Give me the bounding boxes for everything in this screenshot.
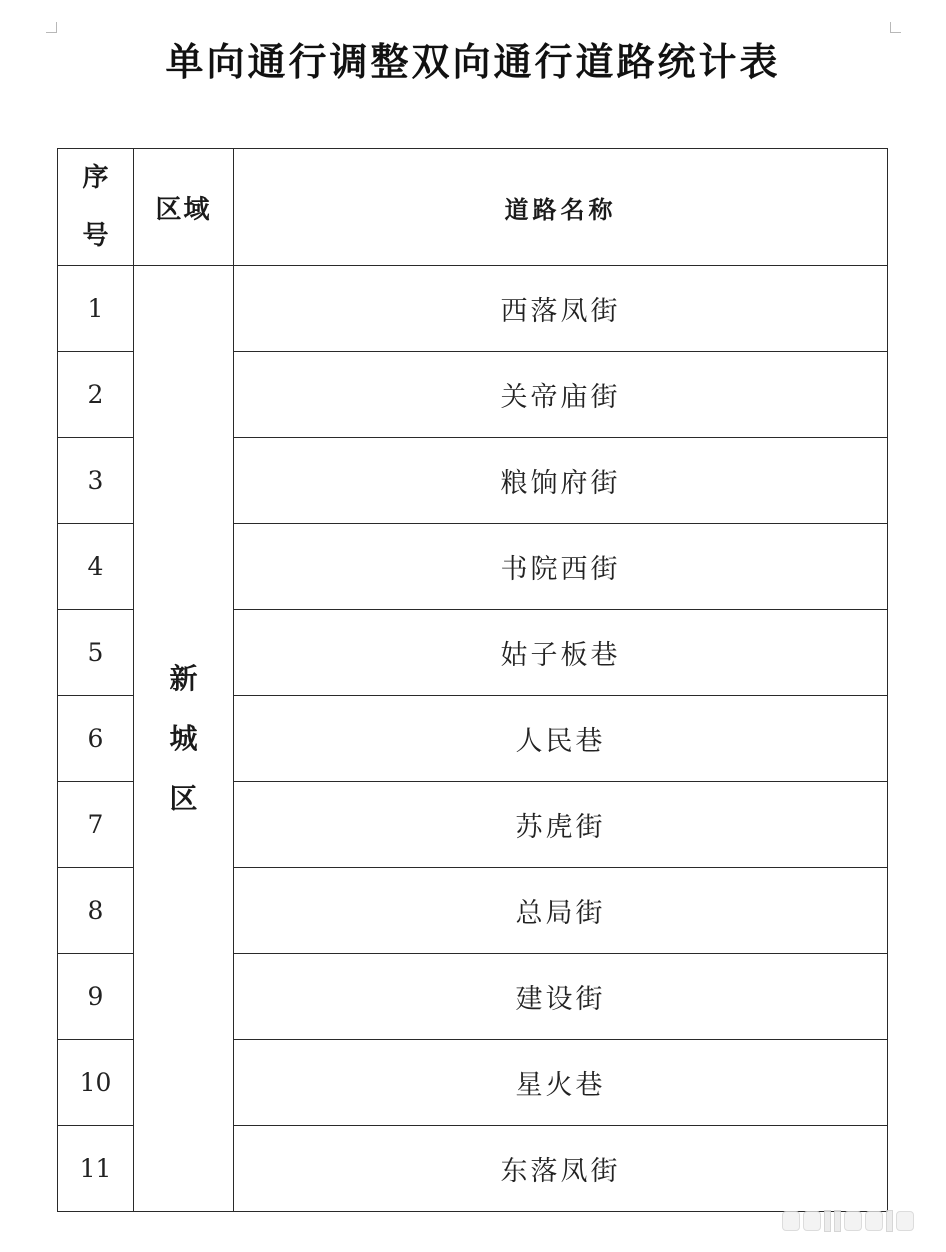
row-seq: 10 — [58, 1040, 134, 1126]
page-corner-mark-left — [46, 22, 57, 33]
row-seq: 5 — [58, 610, 134, 696]
header-seq — [58, 149, 134, 266]
row-road-name: 星火巷 — [234, 1040, 888, 1126]
area-char-2: 城 — [169, 721, 198, 755]
row-seq: 9 — [58, 954, 134, 1040]
header-road-name: 道路名称 — [234, 149, 888, 266]
row-road-name: 姑子板巷 — [234, 610, 888, 696]
table-header-row — [58, 149, 888, 266]
watermark-logo — [782, 1208, 930, 1234]
area-char-1: 新 — [169, 661, 198, 695]
watermark-bar-icon — [834, 1210, 841, 1232]
area-char-3: 区 — [169, 781, 198, 815]
document-title: 单向通行调整双向通行道路统计表 — [165, 39, 781, 84]
watermark-mark-icon — [844, 1211, 862, 1231]
header-seq-char-1: 序 — [82, 163, 109, 193]
table-row — [58, 266, 888, 352]
row-seq: 7 — [58, 782, 134, 868]
row-road-name: 东落凤街 — [234, 1126, 888, 1212]
page-corner-mark-right — [890, 22, 901, 33]
row-seq: 4 — [58, 524, 134, 610]
row-seq: 2 — [58, 352, 134, 438]
row-seq: 8 — [58, 868, 134, 954]
header-area: 区域 — [134, 149, 234, 266]
watermark-bar-icon — [886, 1210, 893, 1232]
road-statistics-table — [57, 148, 888, 1212]
row-seq: 1 — [58, 266, 134, 352]
row-seq: 6 — [58, 696, 134, 782]
area-cell-xinchengqu — [134, 266, 234, 1212]
row-seq: 11 — [58, 1126, 134, 1212]
row-seq: 3 — [58, 438, 134, 524]
table-body — [58, 266, 888, 1212]
watermark-mark-icon — [896, 1211, 914, 1231]
watermark-bar-icon — [824, 1210, 831, 1232]
watermark-mark-icon — [782, 1211, 800, 1231]
row-road-name: 书院西街 — [234, 524, 888, 610]
row-road-name: 关帝庙街 — [234, 352, 888, 438]
row-road-name: 苏虎街 — [234, 782, 888, 868]
row-road-name: 人民巷 — [234, 696, 888, 782]
watermark-mark-icon — [865, 1211, 883, 1231]
header-seq-char-2: 号 — [82, 221, 109, 251]
row-road-name: 建设街 — [234, 954, 888, 1040]
row-road-name: 总局街 — [234, 868, 888, 954]
row-road-name: 粮饷府街 — [234, 438, 888, 524]
watermark-mark-icon — [803, 1211, 821, 1231]
row-road-name: 西落凤街 — [234, 266, 888, 352]
